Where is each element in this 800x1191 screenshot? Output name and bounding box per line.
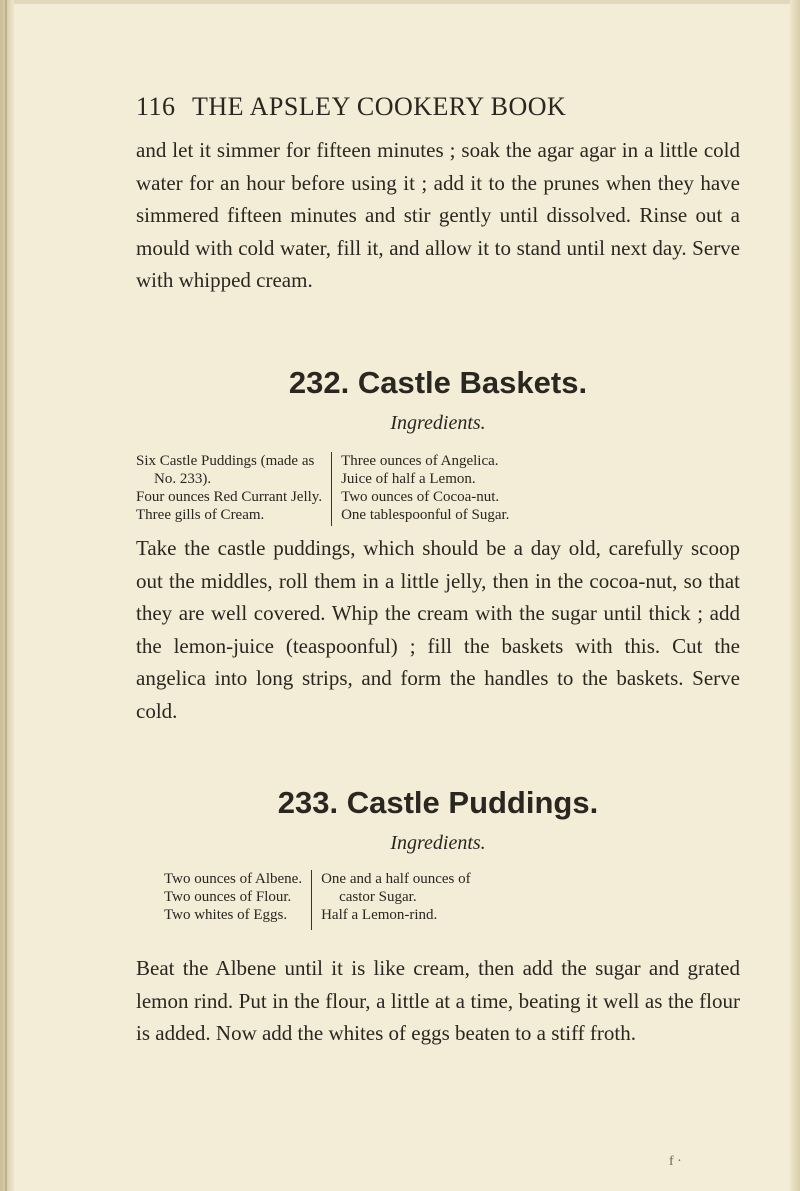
page-right-edge <box>790 0 800 1191</box>
recipe-232-ingredients-label: Ingredients. <box>390 412 486 434</box>
page-top-edge <box>14 0 790 4</box>
ingredients-right-column <box>321 870 471 930</box>
ingredients-divider <box>331 452 332 526</box>
recipe-233-title: 233. Castle Puddings. <box>277 785 599 820</box>
ingredient-item: Four ounces Red Currant Jelly. <box>136 489 323 505</box>
ingredient-item: castor Sugar. <box>339 889 417 905</box>
recipe-232-ingredients <box>136 452 509 526</box>
ingredients-divider <box>311 870 312 930</box>
ingredient-item: Two ounces of Flour. <box>164 889 292 905</box>
ingredient-item: One tablespoonful of Sugar. <box>341 507 510 523</box>
running-head <box>136 92 736 124</box>
ingredients-left-column <box>136 452 322 526</box>
ingredient-item: Two ounces of Albene. <box>164 871 303 887</box>
ingredient-item: No. 233). <box>154 471 212 487</box>
gutter-line <box>5 0 7 1191</box>
ingredient-item: Three gills of Cream. <box>136 507 265 523</box>
recipe-233-method: Beat the Albene until it is like cream, then add the sugar and grated lemon rind. Put in the flour, a little at a time, beating it well as the flour is added. Now add the whites of eggs beaten to a stiff froth. <box>136 956 740 1045</box>
ingredient-item: Two ounces of Cocoa-nut. <box>341 489 500 505</box>
ingredients-left-column <box>164 870 302 930</box>
intro-paragraph: and let it simmer for fifteen minutes ; soak the agar agar in a little cold water for an hour before using it ; add it to the prunes when they have simmered fifteen minutes and stir gently until dissolved. Rinse out a mould with cold water, fill it, and allow it to stand until next day. Serve with whipped cream. <box>136 138 740 292</box>
book-title: THE APSLEY COOKERY BOOK <box>192 92 567 121</box>
recipe-232-method: Take the castle puddings, which should be a day old, carefully scoop out the middles, roll them in a little jelly, then in the cocoa-nut, so that they are well covered. Whip the cream with the sugar until thick ; add the lemon-juice (teaspoonful) ; fill the baskets with this. Cut the angelica into long strips, and form the handles to the baskets. Serve cold. <box>136 536 740 723</box>
recipe-232-title: 232. Castle Baskets. <box>288 365 588 400</box>
ingredients-right-column <box>341 452 509 526</box>
recipe-233-ingredients-label: Ingredients. <box>390 832 486 854</box>
ingredient-item: Two whites of Eggs. <box>164 907 288 923</box>
ingredient-item: Juice of half a Lemon. <box>341 471 476 487</box>
ingredient-item: One and a half ounces of <box>321 871 471 887</box>
ingredient-item: Three ounces of Angelica. <box>341 453 499 469</box>
recipe-233-ingredients <box>164 870 471 930</box>
book-gutter <box>0 0 14 1191</box>
ingredient-item: Half a Lemon-rind. <box>321 907 438 923</box>
page-number: 116 <box>136 92 176 121</box>
ingredient-item: Six Castle Puddings (made as <box>136 453 315 469</box>
stray-mark: f · <box>669 1154 682 1169</box>
